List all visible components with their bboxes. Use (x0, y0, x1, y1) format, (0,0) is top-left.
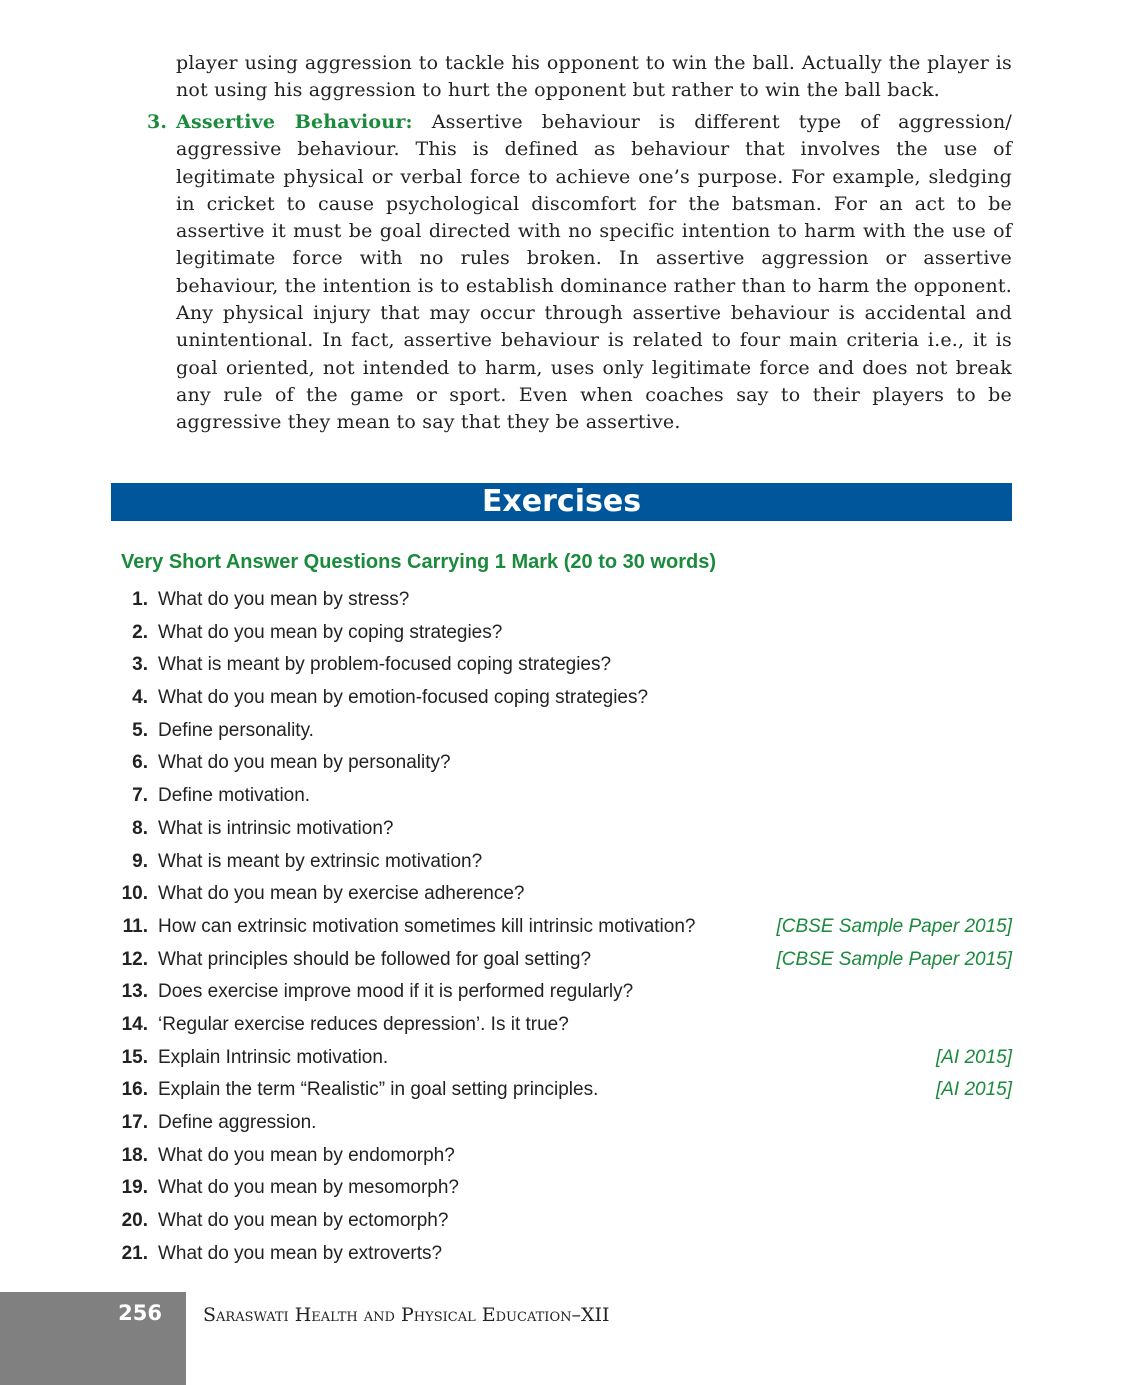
question-number: 12. (121, 948, 148, 970)
question-text: Explain the term “Realistic” in goal setting principles. (158, 1079, 599, 1101)
item-number: 3. (147, 111, 168, 133)
question-number: 20. (121, 1210, 148, 1232)
question-text: Define personality. (158, 719, 314, 741)
question-item (111, 1107, 1012, 1140)
question-text: ‘Regular exercise reduces depression’. Is it true? (158, 1013, 569, 1035)
question-item (111, 1074, 1012, 1107)
list-item-assertive-behaviour (147, 109, 1012, 437)
question-reference: [CBSE Sample Paper 2015] (776, 948, 1012, 970)
question-item (111, 1205, 1012, 1238)
question-number: 11. (122, 915, 148, 937)
question-text: Explain Intrinsic motivation. (158, 1046, 389, 1068)
question-reference: [CBSE Sample Paper 2015] (776, 915, 1012, 937)
question-number: 17. (121, 1112, 148, 1133)
question-item (111, 1009, 1012, 1042)
question-text: Does exercise improve mood if it is performed regularly? (158, 981, 634, 1003)
question-item (111, 1238, 1012, 1271)
question-number: 15. (121, 1046, 148, 1068)
question-item (111, 976, 1012, 1009)
exercises-banner (111, 483, 1012, 521)
question-item (111, 1140, 1012, 1173)
question-item (111, 846, 1012, 879)
question-item (111, 878, 1012, 911)
question-text: What do you mean by ectomorph? (158, 1210, 449, 1232)
question-number: 10. (121, 883, 148, 905)
question-list (111, 584, 1012, 1270)
question-item (111, 649, 1012, 682)
question-text: What do you mean by stress? (158, 589, 410, 610)
question-text: What is intrinsic motivation? (158, 817, 394, 839)
question-item (111, 617, 1012, 650)
question-item (111, 747, 1012, 780)
question-number: 19. (121, 1177, 148, 1199)
question-text: What do you mean by endomorph? (158, 1144, 455, 1166)
question-item (111, 944, 1012, 977)
question-text: What is meant by problem-focused coping strategies? (158, 654, 612, 676)
question-reference: [AI 2015] (935, 1046, 1012, 1068)
question-number: 18. (121, 1144, 148, 1166)
question-text: What principles should be followed for goal setting? (158, 948, 592, 970)
question-item (111, 584, 1012, 617)
exercises-title: Exercises (481, 484, 642, 519)
question-number: 1. (132, 589, 148, 610)
question-number: 5. (132, 719, 148, 741)
question-number: 14. (121, 1013, 148, 1035)
book-title: Saraswati Health and Physical Education–XII (203, 1304, 610, 1326)
question-text: Define aggression. (158, 1112, 317, 1133)
question-number: 8. (132, 817, 148, 839)
question-item (111, 1042, 1012, 1075)
question-text: What do you mean by extroverts? (158, 1242, 443, 1264)
question-item (111, 780, 1012, 813)
section-heading: Very Short Answer Questions Carrying 1 Mark (20 to 30 words) (121, 551, 716, 573)
question-number: 9. (132, 850, 148, 872)
question-number: 3. (132, 654, 148, 676)
question-text: How can extrinsic motivation sometimes kill intrinsic motivation? (158, 915, 696, 937)
question-item (111, 682, 1012, 715)
question-number: 2. (132, 621, 148, 643)
question-item (111, 715, 1012, 748)
question-text: What do you mean by exercise adherence? (158, 883, 525, 905)
question-text: What do you mean by personality? (158, 752, 451, 774)
question-number: 16. (121, 1079, 148, 1101)
question-item (111, 813, 1012, 846)
question-item (111, 911, 1012, 944)
item-text: Assertive behaviour is different type of aggression/ aggressive behaviour. This is defined as behaviour that involves the use of legitimate physical or verbal force to achieve one’s purpose. For example, sledging in cricket to cause psychological discomfort for the batsman. For an act to be assertive it must be goal directed with no specific intention to harm with the use of legitimate force with no rules broken. In assertive aggression or assertive behaviour, the intention is to establish dominance rather than to harm the opponent. Any physical injury that may occur through assertive behaviour is accidental and unintentional. In fact, assertive behaviour is related to four main criteria i.e., it is goal oriented, not intended to harm, uses only legitimate force and does not break any rule of the game or sport. Even when coaches say to their players to be aggressive they mean to say that they be assertive. (176, 111, 1012, 434)
page-number: 256 (118, 1301, 162, 1325)
question-text: What is meant by extrinsic motivation? (158, 850, 483, 872)
question-number: 6. (132, 752, 148, 774)
continuation-paragraph: player using aggression to tackle his opponent to win the ball. Actually the player is not using his aggression to hurt the opponent but rather to win the ball back. (176, 52, 1012, 102)
question-item (111, 1172, 1012, 1205)
question-number: 13. (121, 981, 148, 1003)
question-text: What do you mean by emotion-focused coping strategies? (158, 687, 649, 709)
question-number: 4. (132, 687, 148, 709)
question-text: What do you mean by coping strategies? (158, 621, 503, 643)
question-number: 7. (132, 785, 148, 807)
question-number: 21. (121, 1242, 148, 1264)
question-text: What do you mean by mesomorph? (158, 1177, 459, 1199)
question-text: Define motivation. (158, 785, 311, 807)
item-lead: Assertive Behaviour: (176, 111, 413, 133)
question-reference: [AI 2015] (935, 1079, 1012, 1101)
